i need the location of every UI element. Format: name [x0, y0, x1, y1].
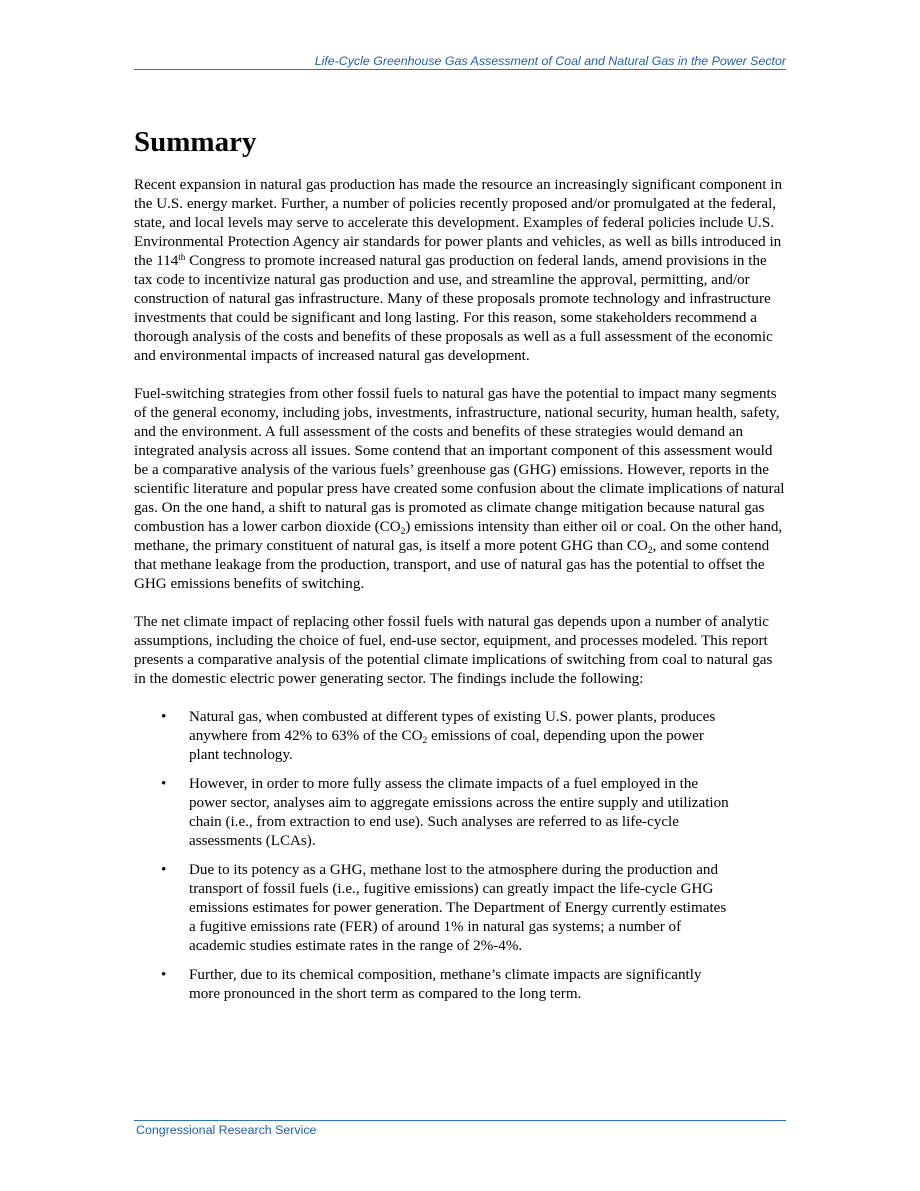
- bullet-icon: •: [161, 967, 167, 983]
- co2-subscript: 2: [647, 546, 653, 556]
- list-item-text: However, in order to more fully assess the climate impacts of a fuel employed in the power sector, analyses aim to aggregate emissions across the entire supply and utilization chain (i.e., from extraction to end use). Such analyses are referred to as life-cycle assessments (LCAs).: [189, 776, 729, 849]
- list-item-text: Due to its potency as a GHG, methane lost to the atmosphere during the production and transport of fossil fuels (i.e., fugitive emissions) can greatly impact the life-cycle GHG emissions estimates for power generation. The Department of Energy currently estimates a fugitive emissions rate (FER) of around 1% in natural gas systems; a number of academic studies estimate rates in the range of 2%-4%.: [189, 862, 727, 954]
- list-item: [134, 775, 729, 851]
- paragraph-1: [134, 176, 786, 366]
- paragraph-1-text-a: Recent expansion in natural gas production has made the resource an increasingly significant component in the U.S. energy market. Further, a number of policies recently proposed and/or promulgated at the federal, state, and local levels may serve to accelerate this development. Examples of federal policies include U.S. Environmental Protection Agency air standards for power plants and vehicles, as well as bills introduced in the 114: [134, 177, 782, 269]
- paragraph-3: The net climate impact of replacing other fossil fuels with natural gas depends upon a number of analytic assumptions, including the choice of fuel, end-use sector, equipment, and processes modeled. This report presents a comparative analysis of the potential climate implications of switching from coal to natural gas in the domestic electric power generating sector. The findings include the following:: [134, 614, 773, 687]
- list-item: [134, 966, 729, 1004]
- bullet-icon: •: [161, 776, 167, 792]
- footer-organization: Congressional Research Service: [136, 1123, 317, 1137]
- paragraph-2: [134, 385, 786, 594]
- list-item: [134, 708, 729, 765]
- list-item-text-b: emissions of coal, depending upon the power plant technology.: [189, 728, 704, 763]
- paragraph-1-text-b: Congress to promote increased natural gas production on federal lands, amend provisions in the tax code to incentivize natural gas production and use, and streamline the approval, permitting, and/or construction of natural gas infrastructure. Many of these proposals promote technology and infrastructure investments that could be significant and long lasting. For this reason, some stakeholders recommend a thorough analysis of the costs and benefits of these proposals as well as a full assessment of the economic and environmental impacts of increased natural gas development.: [134, 253, 773, 364]
- co2-subscript: 2: [400, 527, 406, 537]
- ordinal-superscript: th: [178, 252, 186, 262]
- summary-body: [134, 176, 786, 1014]
- paragraph-2-text-c: , and some contend that methane leakage from the production, transport, and use of natural gas has the potential to offset the GHG emissions benefits of switching.: [134, 538, 770, 592]
- paragraph-2-text-a: Fuel-switching strategies from other fossil fuels to natural gas have the potential to impact many segments of the general economy, including jobs, investments, infrastructure, national security, human health, safety, and the environment. A full assessment of the costs and benefits of these strategies would demand an integrated analysis across all issues. Some contend that an important component of this assessment would be a comparative analysis of the various fuels’ greenhouse gas (GHG) emissions. However, reports in the scientific literature and popular press have created some confusion about the climate implications of natural gas. On the one hand, a shift to natural gas is promoted as climate change mitigation because natural gas combustion has a lower carbon dioxide (CO: [134, 386, 785, 535]
- paragraph-2-text-b: ) emissions intensity than either oil or coal. On the other hand, methane, the primary constituent of natural gas, is itself a more potent GHG than CO: [134, 519, 783, 554]
- footer-rule: [134, 1120, 786, 1121]
- bullet-icon: •: [161, 862, 167, 878]
- list-item-text-a: Natural gas, when combusted at different types of existing U.S. power plants, produces anywhere from 42% to 63% of the CO: [189, 709, 716, 744]
- findings-list: [134, 708, 786, 1004]
- header-rule: [134, 69, 786, 70]
- co2-subscript: 2: [422, 736, 428, 746]
- page-title: Summary: [134, 126, 257, 158]
- running-header: Life-Cycle Greenhouse Gas Assessment of Coal and Natural Gas in the Power Sector: [314, 54, 786, 68]
- list-item: [134, 861, 729, 956]
- bullet-icon: •: [161, 709, 167, 725]
- list-item-text: Further, due to its chemical composition, methane’s climate impacts are significantly more pronounced in the short term as compared to the long term.: [189, 967, 702, 1002]
